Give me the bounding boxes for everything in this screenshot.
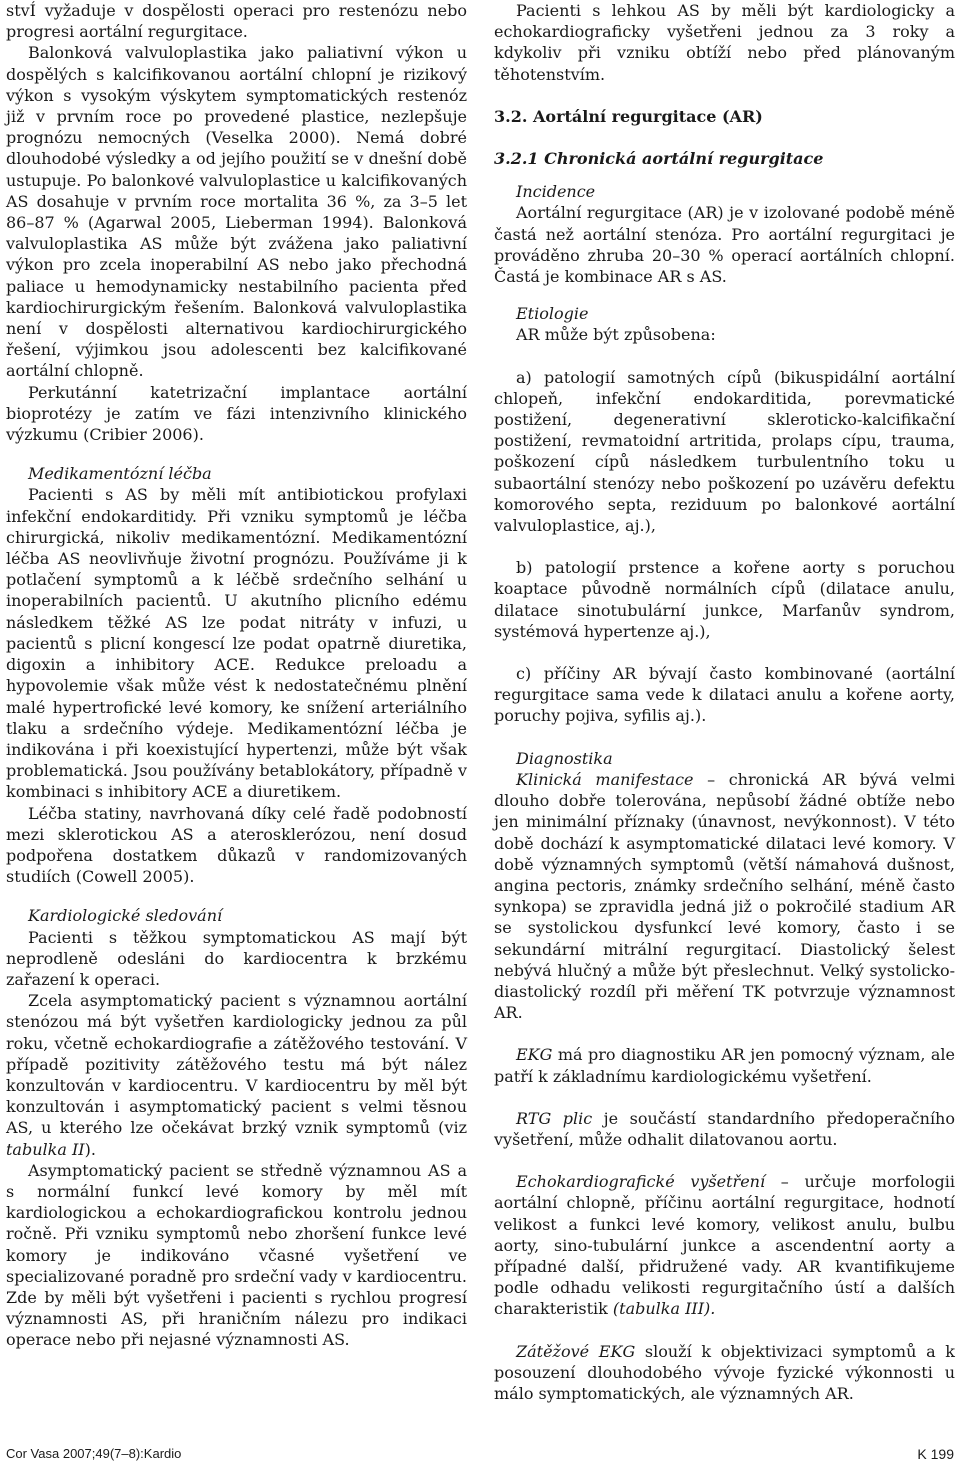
run-in-label: Zátěžové EKG xyxy=(516,1341,636,1361)
section-incidence xyxy=(494,181,955,287)
list-item: c) příčiny AR bývají často kombinované (aortální regurgitace sama vede k dilataci anulu a kořene aorty, poruchy pojiva, syfilis aj.). xyxy=(494,664,955,726)
paragraph-text: ). xyxy=(84,1139,96,1159)
paragraph: Perkutánní katetrizační implantace aortální bioprotézy je zatím ve fázi intenzivního klinického výzkumu (Cribier 2006). xyxy=(6,382,467,445)
paragraph: Asymptomatický pacient se středně významnou AS a s normální funkcí levé komory by měl mít kardiologickou a echokardiografickou kontrolu jednou ročně. Při vzniku symptomů nebo zhoršení funkce levé komory je indikováno včasné vyšetření ve specializované poradně pro srdeční vady v kardiocentru. Zde by měli být vyšetřeni i pacienti s rychlou progresí významnosti AS, při hraničním nálezu pro indikaci operace nebo při nejasné významnosti AS. xyxy=(6,1160,467,1350)
paragraph xyxy=(494,1341,955,1405)
paragraph xyxy=(494,1171,955,1319)
paragraph-text: – chronická AR bývá velmi dlouho dobře tolerována, nepůsobí žádné obtíže nebo jen minimální příznaky (únavnost, nevýkonnost). V této době dochází k asymptomatické dilataci levé komory. V době významných symptomů (větší námahová dušnost, angina pectoris, známky srdečního selhání, méně často synkopa) se zpravidla jedná již o pokročilé stadium AR se systolickou dysfunkcí levé komory, často i se sekundární mitrální regurgitací. Diastolický šelest nebývá hlučný a může být přeslechnut. Velký systolicko-diastolický rozdíl při měření TK potvrzuje významnost AR. xyxy=(494,769,955,1023)
subsection-heading-chronicka-ar: 3.2.1 Chronická aortální regurgitace xyxy=(494,149,824,169)
list-item: a) patologií samotných cípů (bikuspidální aortální chlopeň, infekční endokarditida, porevmatické postižení, degenerativní skleroticko-kalcifikační postižení, revmatoidní artritida, prolaps cípu, trauma, poškození cípů následkem turbulentního toku u subaortální stenózy nebo poškození po uzávěru defektu komorového septa, reziduum po balonkové aortální valvuloplastice, aj.), xyxy=(494,367,955,536)
paragraph xyxy=(494,769,955,1023)
paragraph-text: má pro diagnostiku AR jen pomocný význam, ale patří k základnímu kardiologickému vyšetření. xyxy=(494,1045,955,1086)
left-column xyxy=(6,0,467,1351)
paragraph xyxy=(494,1108,955,1150)
section-heading: Kardiologické sledování xyxy=(28,906,223,926)
paragraph xyxy=(494,1044,955,1086)
page-footer xyxy=(6,1446,954,1464)
paragraph: Aortální regurgitace (AR) je v izolované podobě méně častá než aortální stenóza. Pro aortální regurgitaci je prováděno zhruba 20–30 % operací aortálních chlopní. Častá je kombinace AR s AS. xyxy=(494,203,955,287)
run-in-label: EKG xyxy=(516,1045,553,1065)
run-in-label: Klinická manifestace xyxy=(516,769,694,789)
paragraph: Léčba statiny, navrhovaná díky celé řadě podobností mezi sklerotickou AS a aterosklerózou, není dosud podpořena dostatkem důkazů v randomizovaných studiích (Cowell 2005). xyxy=(6,803,467,887)
paragraph: stvÍ vyžaduje v dospělosti operaci pro restenózu nebo progresi aortální regurgitace. xyxy=(6,1,467,42)
run-in-label: RTG plic xyxy=(516,1108,593,1128)
paragraph-text: Zcela asymptomatický pacient s významnou aortální stenózou má být vyšetřen kardiologicky jednou za půl roku, včetně echokardiografie a zátěžového testování. V případě pozitivity zátěžového testu má být nález konzultován v kardiocentru. V kardiocentru by měl být konzultován i asymptomatický pacient s velmi těsnou AS, u kterého lze očekávat brzký vznik symptomů (viz xyxy=(6,991,467,1138)
paragraph-text: je součástí standardního předoperačního vyšetření, může odhalit dilatovanou aortu. xyxy=(494,1108,955,1149)
section-heading: Diagnostika xyxy=(516,748,613,768)
table-reference: (tabulka III). xyxy=(612,1299,716,1319)
section-heading-aortalni-regurgitace: 3.2. Aortální regurgitace (AR) xyxy=(494,106,763,126)
section-diagnostika xyxy=(494,748,955,1404)
page-number: K 199 xyxy=(917,1446,954,1462)
section-medikamentozni-lecba xyxy=(6,463,467,887)
section-heading: Etiologie xyxy=(516,304,589,324)
paragraph: Pacienti s těžkou symptomatickou AS mají být neprodleně odesláni do kardiocentra k brzkému zařazení k operaci. xyxy=(6,927,467,989)
section-etiologie xyxy=(494,303,955,726)
journal-citation: Cor Vasa 2007;49(7–8):Kardio xyxy=(6,1446,182,1461)
section-heading: Medikamentózní léčba xyxy=(28,464,212,484)
paragraph-text: – určuje morfologii aortální chlopně, příčinu aortální regurgitace, hodnotí velikost a funkci levé komory, velikost anulu, bulbu aorty, sino-tubulární junkce a ascendentní aorty a případné další, přidružené vady. AR kvantifikujeme podle odhadu velikosti regurgitačního ústí a dalších charakteristik xyxy=(494,1172,956,1319)
paragraph xyxy=(6,990,467,1160)
paragraph-text: slouží k objektivizaci symptomů a k posouzení dlouhodobého vývoje fyzické výkonnosti u málo symptomatických, ale významných AR. xyxy=(494,1341,955,1403)
table-reference: tabulka II xyxy=(6,1139,85,1159)
list-item: b) patologií prstence a kořene aorty s poruchou koaptace původně normálních cípů (dilatace anulu, dilatace sinotubulární junkce, Marfanův syndrom, systémová hypertenze aj.), xyxy=(494,558,955,641)
section-heading: Incidence xyxy=(516,182,596,202)
section-kardiologicke-sledovani xyxy=(6,905,467,1350)
paragraph: Balonková valvuloplastika jako paliativní výkon u dospělých s kalcifikovanou aortální chlopní je rizikový výkon s vysokým výskytem symptomatických restenóz již v prvním roce po provedené plastice, nezlepšuje prognózu nemocných (Veselka 2000). Nemá dobré dlouhodobé výsledky a od jejího použití se v dnešní době ustupuje. Po balonkové valvuloplastice u kalcifikovaných AS dosahuje v prvním roce mortalita 36 %, za 3–5 let 86–87 % (Agarwal 2005, Lieberman 1994). Balonková valvuloplastika AS může být zvážena jako paliativní výkon pro zcela inoperabilní AS nebo jako přechodná paliace u hemodynamicky nestabilního pacienta před kardiochirurgickým řešením. Balonková valvuloplastika není v dospělosti alternativou kardiochirurgického řešení, výjimkou jsou adolescenti bez kalcifikované aortální chlopně. xyxy=(6,43,467,381)
right-column xyxy=(494,0,955,1404)
run-in-label: Echokardiografické vyšetření xyxy=(516,1172,766,1192)
paragraph: Pacienti s lehkou AS by měli být kardiologicky a echokardiograficky vyšetřeni jednou za 3 roky a kdykoliv při vzniku obtíží nebo před plánovaným těhotenstvím. xyxy=(494,1,955,84)
paragraph: AR může být způsobena: xyxy=(516,325,716,345)
paragraph: Pacienti s AS by měli mít antibiotickou profylaxi infekční endokarditidy. Při vzniku symptomů je léčba chirurgická, nikoliv medikamentózní. Medikamentózní léčba AS neovlivňuje životní prognózu. Používáme ji k potlačení symptomů a k léčbě srdečního selhání u inoperabilních pacientů. U akutního plicního edému následkem těžké AS lze podat nitráty v infuzi, u pacientů s plicní kongescí lze podat opatrně diuretika, digoxin a inhibitory ACE. Redukce preloadu a hypovolemie však může vést k nedostatečnému plnění malé hypertrofické levé komory, ke snížení arteriálního tlaku a srdečního výdeje. Medikamentózní léčba je indikována i při koexistující hypertenzi, může být však problematická. Jsou používány betablokátory, případně v kombinaci s inhibitory ACE a diuretikem. xyxy=(6,485,467,802)
